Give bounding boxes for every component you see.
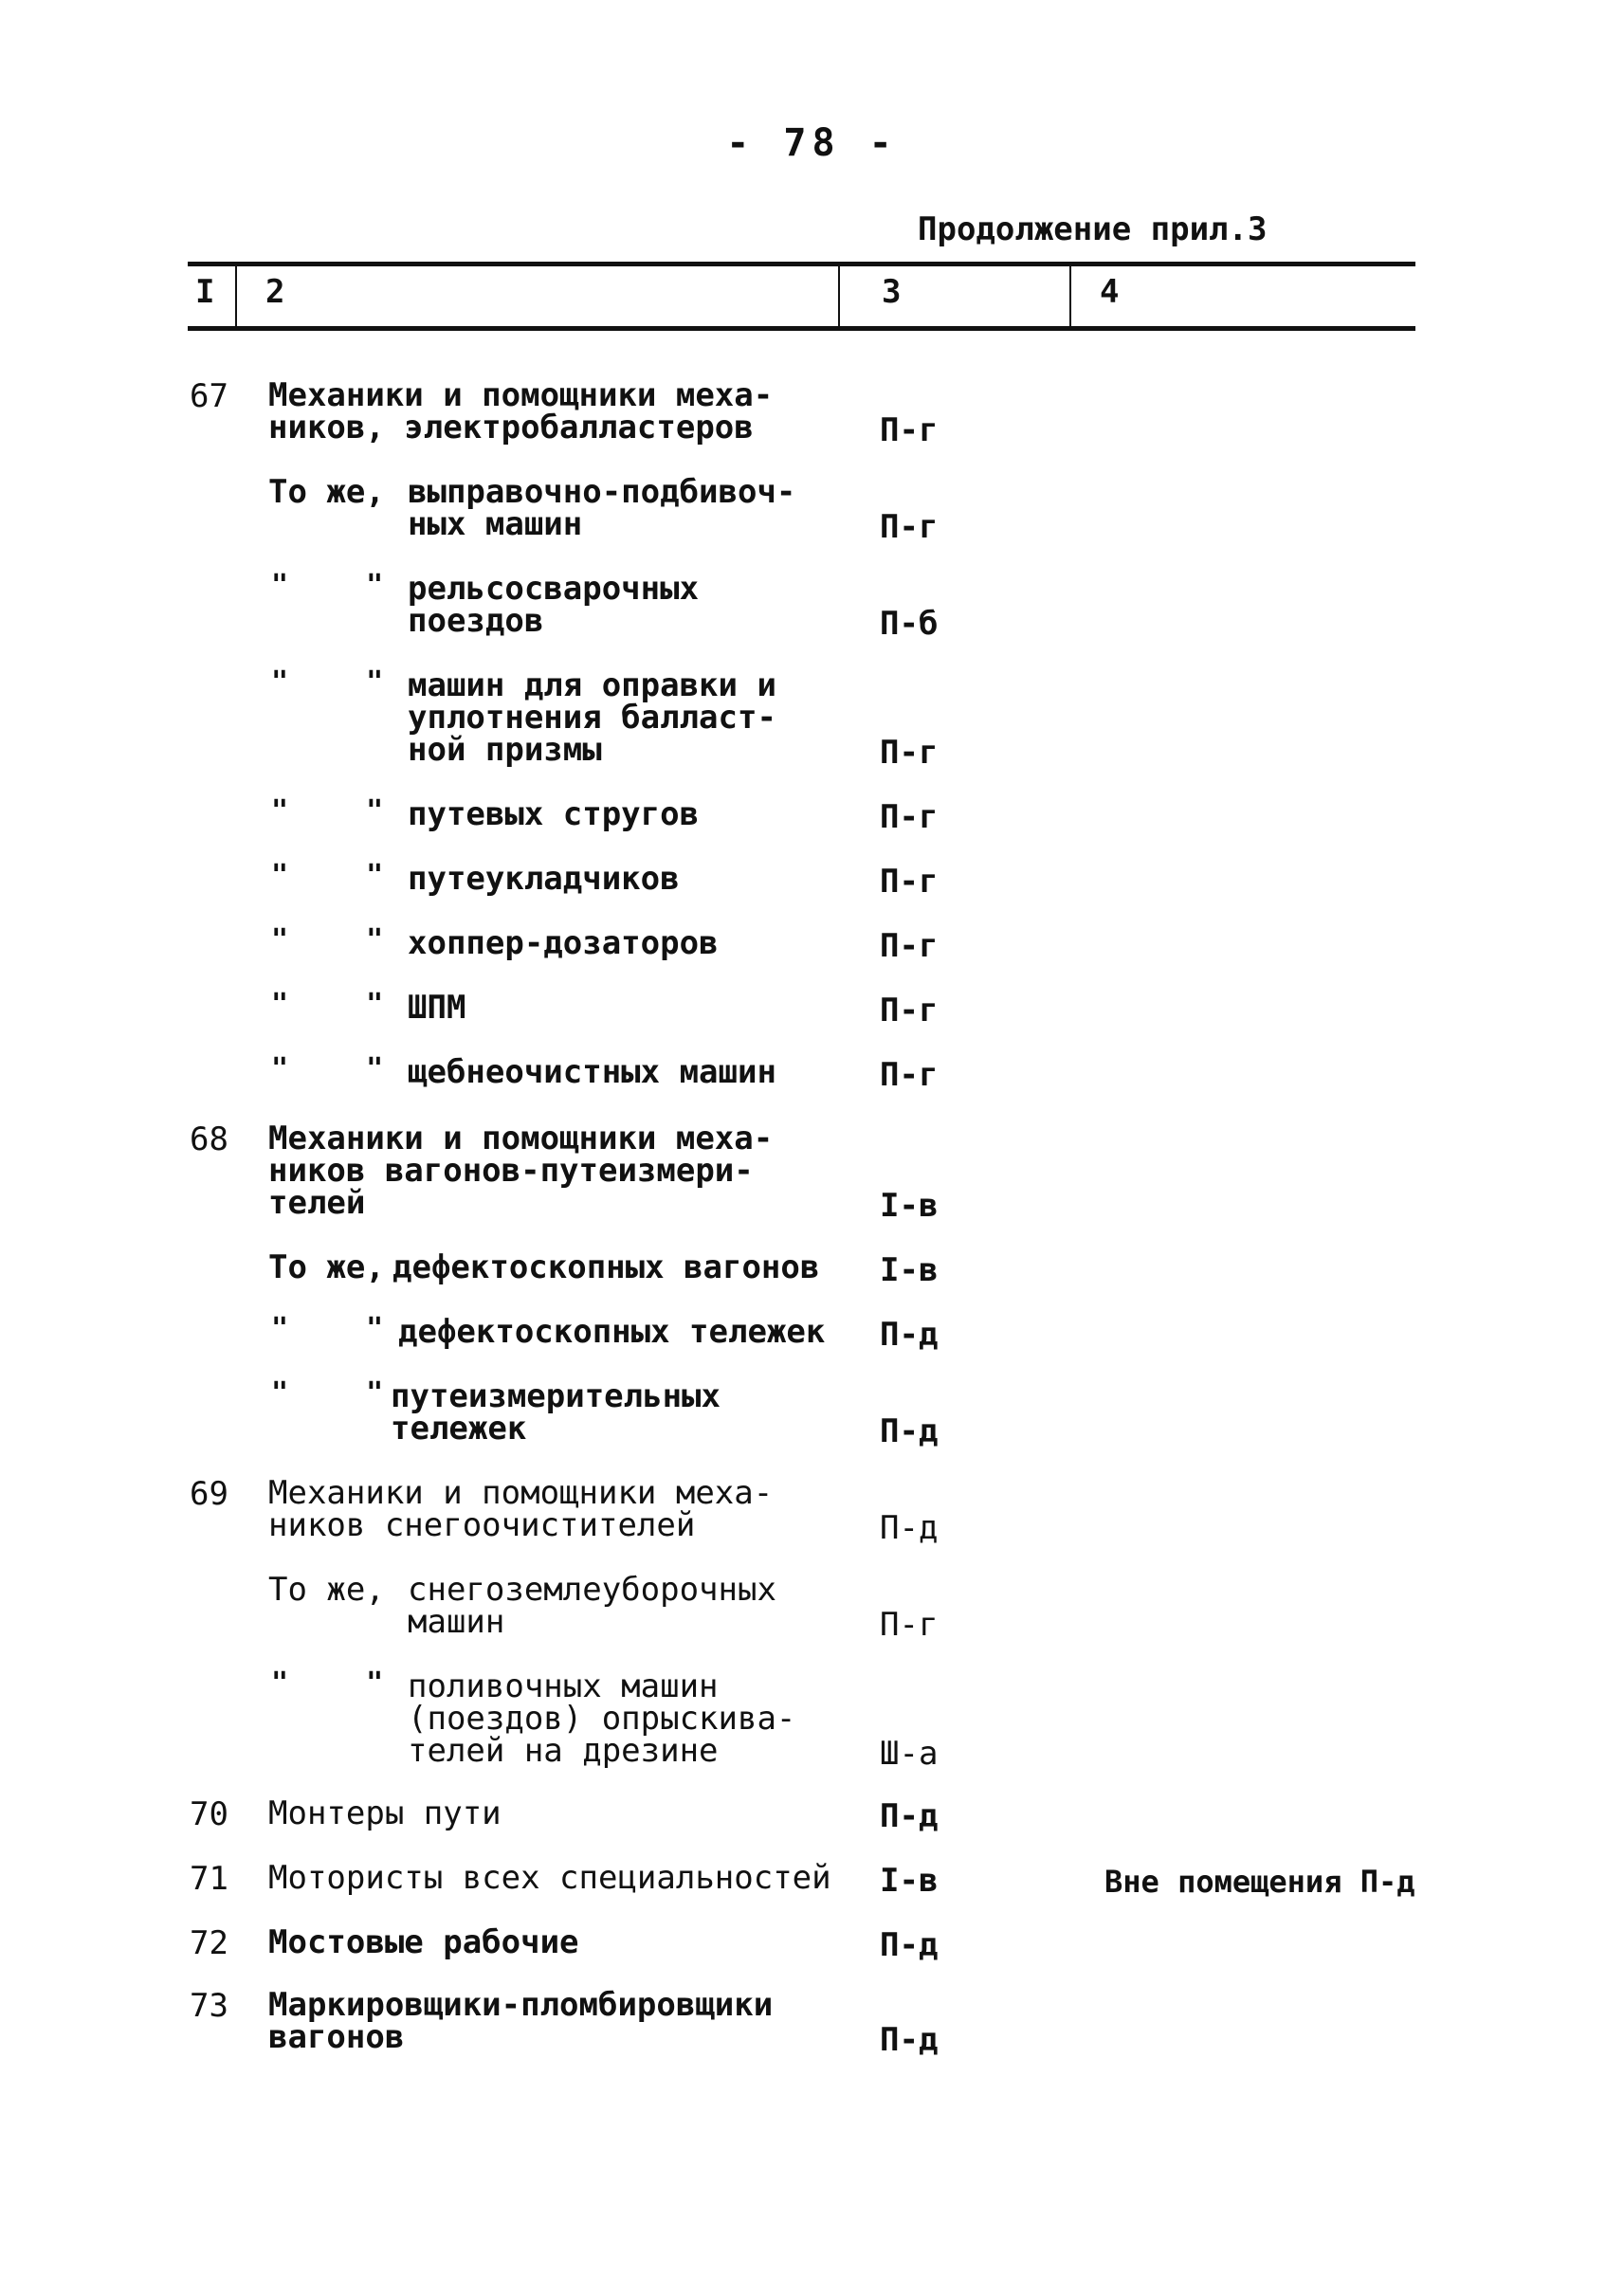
row-number: 73: [190, 1987, 228, 2025]
row-code: П-д: [880, 2021, 939, 2059]
row-description: выправочно-подбивоч- ных машин: [408, 473, 796, 543]
row-code: I-в: [880, 1187, 939, 1225]
row-code: Ш-а: [880, 1735, 939, 1773]
row-description: рельсосварочных поездов: [408, 570, 700, 640]
ditto-mark: " ": [271, 569, 414, 602]
column-divider: [1069, 266, 1071, 327]
row-code: П-д: [880, 1412, 939, 1450]
row-code: П-г: [880, 1606, 939, 1644]
row-description: хоппер-дозаторов: [408, 924, 719, 962]
ditto-mark: " ": [271, 1052, 414, 1085]
row-description: дефектоскопных вагонов: [392, 1248, 820, 1286]
ditto-mark: " ": [271, 665, 414, 699]
row-code: I-в: [880, 1862, 939, 1900]
row-code: П-г: [880, 411, 939, 449]
ditto-mark: " ": [271, 923, 414, 956]
column-header-1: I: [195, 273, 215, 311]
row-prefix: То же,: [268, 473, 385, 511]
row-description: Механики и помощники меха- ников вагонов-путеизмери- телей: [268, 1120, 774, 1222]
row-description: Монтеры пути: [268, 1794, 502, 1832]
row-number: 70: [190, 1795, 228, 1833]
row-number: 72: [190, 1924, 228, 1962]
continuation-label: Продолжение прил.3: [918, 210, 1268, 248]
row-description: дефектоскопных тележек: [398, 1313, 826, 1351]
ditto-mark: " ": [271, 859, 414, 892]
row-code: П-г: [880, 508, 939, 546]
row-description: снегоземлеуборочных машин: [408, 1571, 776, 1641]
row-code: П-д: [880, 1316, 939, 1354]
column-header-2: 2: [265, 273, 285, 311]
row-number: 68: [190, 1120, 228, 1158]
row-code: П-г: [880, 1056, 939, 1094]
ditto-mark: " ": [271, 988, 414, 1021]
row-description: путеизмерительных тележек: [391, 1377, 721, 1448]
row-prefix: То же,: [268, 1571, 385, 1609]
row-prefix: То же,: [268, 1248, 385, 1286]
column-header-4: 4: [1100, 273, 1120, 311]
row-description: поливочных машин (поездов) опрыскива- телей на дрезине: [408, 1667, 796, 1770]
row-number: 69: [190, 1475, 228, 1513]
row-description: Мотористы всех специальностей: [268, 1859, 831, 1897]
row-description: путеукладчиков: [408, 860, 680, 898]
page-number: - 78 -: [726, 121, 898, 165]
row-code: П-г: [880, 798, 939, 836]
row-description: Механики и помощники меха- ников снегоочистителей: [268, 1474, 774, 1544]
header-bottom-rule: [188, 326, 1415, 331]
row-description: ШПМ: [408, 989, 466, 1027]
header-top-rule: [188, 262, 1415, 266]
row-description: машин для оправки и уплотнения баллаcт- ной призмы: [408, 666, 776, 769]
row-code: П-б: [880, 605, 939, 643]
row-description: щебнеочистных машин: [408, 1053, 776, 1091]
column-divider: [235, 266, 237, 327]
row-code: П-г: [880, 734, 939, 772]
row-description: Механики и помощники меха- ников, электробалластеров: [268, 376, 774, 446]
row-code: П-г: [880, 927, 939, 965]
row-code: П-д: [880, 1797, 939, 1835]
column-header-3: 3: [882, 273, 902, 311]
row-code: П-г: [880, 992, 939, 1029]
ditto-mark: " ": [271, 1667, 414, 1700]
ditto-mark: " ": [271, 794, 414, 828]
row-description: Мостовые рабочие: [268, 1923, 579, 1961]
row-code: П-д: [880, 1926, 939, 1964]
row-number: 71: [190, 1860, 228, 1898]
row-description: путевых стругов: [408, 795, 700, 833]
row-description: Маркировщики-пломбировщики вагонов: [268, 1986, 774, 2056]
row-note: Вне помещения П-д: [1104, 1864, 1415, 1900]
row-code: П-г: [880, 863, 939, 901]
ditto-mark: " ": [271, 1376, 414, 1410]
row-number: 67: [190, 377, 228, 415]
column-divider: [838, 266, 840, 327]
ditto-mark: " ": [271, 1312, 414, 1345]
row-code: П-д: [880, 1509, 939, 1547]
row-code: I-в: [880, 1251, 939, 1289]
